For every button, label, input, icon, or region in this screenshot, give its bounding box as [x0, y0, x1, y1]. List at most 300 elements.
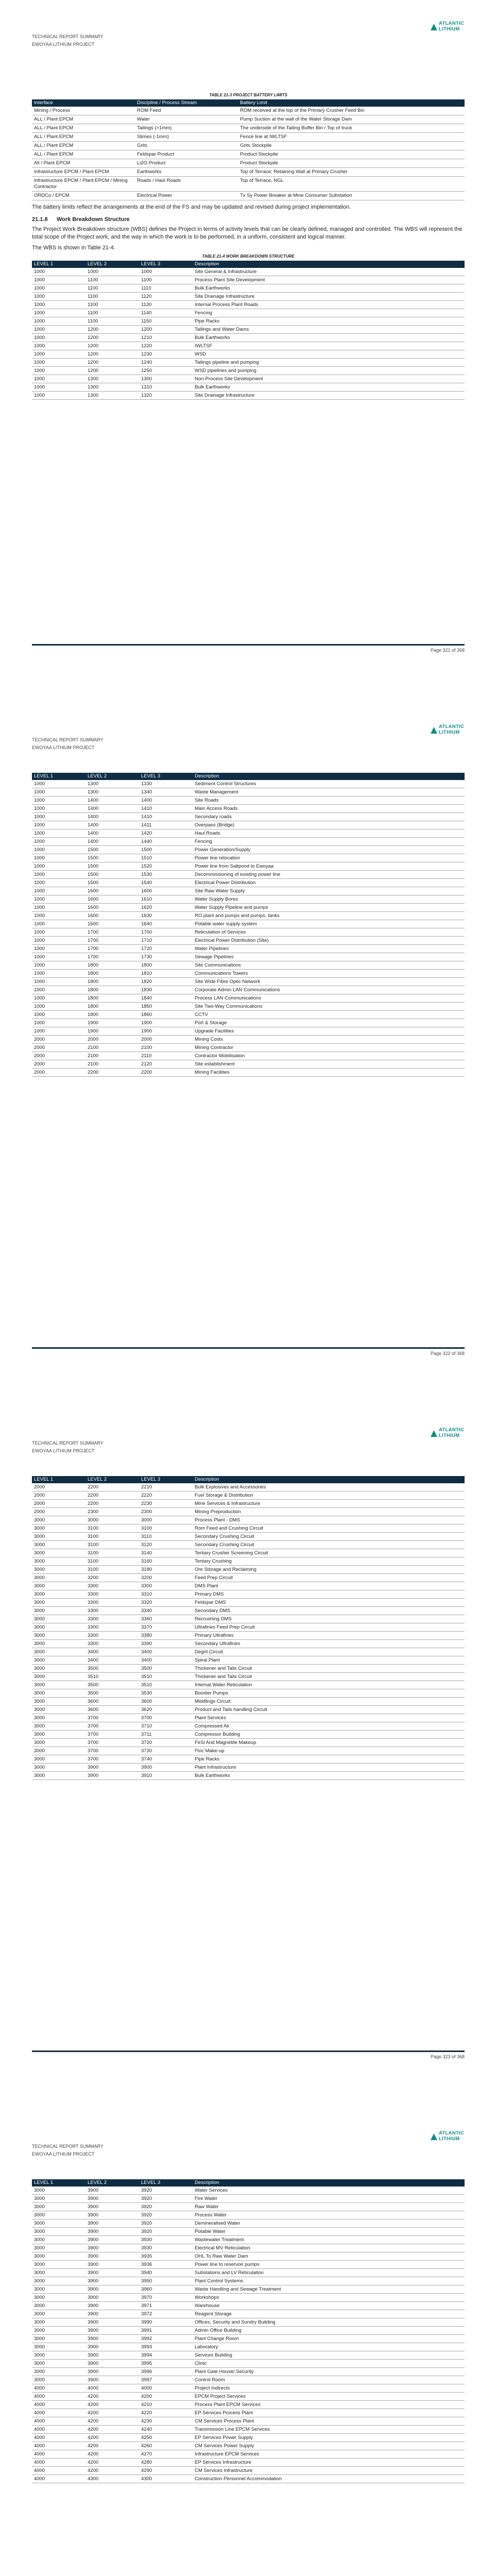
table-cell: 2200 [85, 1069, 139, 1077]
table-cell: 1000 [32, 978, 85, 986]
table-cell: 3600 [139, 1698, 193, 1706]
table-cell: Demineralised Water [193, 2219, 465, 2228]
table-cell: Electrical Power Distribution (Site) [193, 937, 465, 945]
table-cell: 3110 [139, 1533, 193, 1541]
table-cell: 3310 [139, 1590, 193, 1599]
table-row [32, 2318, 465, 2327]
table-cell: Pipe Racks [193, 317, 465, 326]
table-row [32, 1722, 465, 1731]
table-cell: 1000 [32, 862, 85, 871]
table-cell: 3200 [85, 1574, 139, 1582]
table-cell: 1000 [32, 805, 85, 813]
table-row [32, 895, 465, 904]
table-cell: 3000 [32, 1665, 85, 1673]
table-row [32, 1069, 465, 1077]
table-cell: Electrical Power Distribution [193, 879, 465, 887]
table-cell: Plant Infrastructure [193, 1764, 465, 1772]
table-cell: Process LAN Communications [193, 994, 465, 1003]
table-cell: Site Drainage Infrastructure [193, 392, 465, 400]
table-cell: 3400 [139, 1656, 193, 1665]
table-cell: Compressed Air [193, 1722, 465, 1731]
table-cell: Port & Storage [193, 1019, 465, 1027]
table-row [32, 2269, 465, 2277]
table-cell: 1000 [32, 317, 85, 326]
table-cell: Product Stockpile [238, 159, 465, 168]
table-row [32, 2236, 465, 2244]
table-cell: 3910 [139, 1772, 193, 1780]
table-cell: 3000 [32, 2318, 85, 2327]
table-cell: EP Services Infrastructure [193, 2459, 465, 2467]
table-cell: 3320 [139, 1599, 193, 1607]
table-row [32, 1698, 465, 1706]
table-cell: 1000 [32, 334, 85, 342]
table-cell: 3000 [32, 1582, 85, 1590]
table-cell: 3920 [139, 2187, 193, 2195]
table-cell: 3000 [32, 2261, 85, 2269]
table-cell: Wastewater Treatment [193, 2236, 465, 2244]
table-cell: Workshops [193, 2294, 465, 2302]
table-cell: 3740 [139, 1755, 193, 1764]
report-title: TECHNICAL REPORT SUMMARY [32, 1440, 104, 1446]
table-cell: 3000 [32, 1599, 85, 1607]
table-cell: 3000 [85, 1516, 139, 1524]
table-cell: Grits [135, 142, 238, 150]
table-cell: 1600 [139, 887, 193, 895]
table-row [32, 309, 465, 317]
table-cell: 3600 [85, 1698, 139, 1706]
table-cell: 1230 [139, 350, 193, 359]
table-cell: 3940 [139, 2269, 193, 2277]
table-row [32, 2417, 465, 2426]
logo-triangle-icon [431, 2133, 437, 2140]
table-cell: 1100 [85, 276, 139, 284]
table-cell: ALL / Plant EPCM [32, 124, 135, 133]
table-cell: 1400 [139, 796, 193, 805]
table-cell: Tailings and Water Dams [193, 326, 465, 334]
table-cell: 2200 [139, 1069, 193, 1077]
table-row [32, 2203, 465, 2211]
table-cell: 1400 [85, 796, 139, 805]
table-cell: 1000 [32, 284, 85, 293]
table-cell: 1000 [32, 1027, 85, 1036]
table-row [32, 1549, 465, 1557]
table-cell: 1000 [32, 309, 85, 317]
table-cell: 3300 [85, 1623, 139, 1632]
page-footer [32, 1347, 465, 1356]
section-heading [32, 216, 465, 223]
table-cell: 1900 [139, 1019, 193, 1027]
table-cell: 2300 [85, 1508, 139, 1516]
table-row [32, 1044, 465, 1052]
table-cell: 3000 [32, 2195, 85, 2203]
table-row [32, 1483, 465, 1492]
wbs-reference: The WBS is shown in Table 21-4. [32, 245, 115, 251]
table-cell: 3400 [85, 1656, 139, 1665]
table-cell: 2210 [139, 1483, 193, 1492]
wbs-header-cell: LEVEL 3 [139, 261, 193, 268]
table-cell: Sewage Pipelines [193, 953, 465, 961]
table-cell: 2220 [139, 1492, 193, 1500]
table-cell: 3000 [32, 1673, 85, 1681]
table-cell: 1000 [85, 268, 139, 276]
table-cell: 3000 [32, 2211, 85, 2219]
table-row [32, 2228, 465, 2236]
table-cell: 3900 [85, 2285, 139, 2294]
table-cell: 1420 [139, 829, 193, 838]
table-cell: 3100 [85, 1524, 139, 1533]
table-cell: 3300 [85, 1590, 139, 1599]
table-cell: 3900 [85, 2327, 139, 2335]
section-title: Work Breakdown Structure [57, 216, 130, 223]
table-row [32, 1508, 465, 1516]
table-cell: 4000 [32, 2426, 85, 2434]
table-cell: Project Indirects [193, 2384, 465, 2393]
table-cell: 1840 [139, 994, 193, 1003]
table-cell: 1500 [85, 862, 139, 871]
table-cell: Site Two-Way Communications [193, 1003, 465, 1011]
table-cell: 3900 [85, 1772, 139, 1780]
table-row [32, 150, 465, 159]
table-cell: 1600 [85, 887, 139, 895]
table-cell: 4000 [32, 2409, 85, 2417]
table-row [32, 177, 465, 192]
table-cell: 3500 [85, 1689, 139, 1698]
table-row [32, 2310, 465, 2318]
table-cell: 3000 [32, 2228, 85, 2236]
wbs-header-cell: LEVEL 3 [139, 773, 193, 780]
wbs-header-cell: LEVEL 2 [85, 2179, 139, 2187]
table-row [32, 115, 465, 124]
table-row [32, 2195, 465, 2203]
table-cell: 3300 [85, 1615, 139, 1623]
table-cell: 1000 [32, 970, 85, 978]
table-cell: 1300 [85, 375, 139, 383]
table-cell: 1800 [85, 1003, 139, 1011]
table-cell: 2100 [139, 1044, 193, 1052]
table-row [32, 2450, 465, 2459]
table-cell: 3900 [85, 2360, 139, 2368]
table-cell: 3000 [32, 2368, 85, 2376]
logo-text [439, 724, 464, 735]
table-cell: 1640 [139, 920, 193, 928]
table-cell: Plant Change Room [193, 2335, 465, 2343]
table-cell: 4000 [32, 2434, 85, 2442]
table-row [32, 350, 465, 359]
table-cell: 3160 [139, 1557, 193, 1566]
table-cell: 4000 [32, 2393, 85, 2401]
table-cell: 1410 [139, 805, 193, 813]
table-cell: 1220 [139, 342, 193, 350]
table-cell: 3000 [32, 1557, 85, 1566]
table-row [32, 2475, 465, 2483]
table-cell: Water Pipelines [193, 945, 465, 953]
page-number: Page 321 of 368 [430, 648, 465, 653]
table-cell: 1120 [139, 293, 193, 301]
wbs-header-cell: LEVEL 1 [32, 773, 85, 780]
table-cell: Site Wide Fibre Optic Network [193, 978, 465, 986]
table-cell: Mining Costs [193, 1036, 465, 1044]
table-cell: 2000 [32, 1036, 85, 1044]
table-cell: Communications Towers [193, 970, 465, 978]
table-cell: 1830 [139, 986, 193, 994]
table-cell: 3000 [32, 1772, 85, 1780]
table-cell: 3000 [32, 1656, 85, 1665]
table-cell: 2000 [32, 1052, 85, 1060]
table-cell: 3100 [85, 1557, 139, 1566]
table-cell: 3000 [32, 1722, 85, 1731]
wbs-header-cell: LEVEL 1 [32, 2179, 85, 2187]
table-cell: 3370 [139, 1623, 193, 1632]
table-cell: 1000 [32, 928, 85, 937]
table-row [32, 2327, 465, 2335]
table-row [32, 961, 465, 970]
table-cell: 1700 [85, 937, 139, 945]
table-cell: 3000 [32, 1764, 85, 1772]
table-row [32, 821, 465, 829]
table-cell: 4240 [139, 2426, 193, 2434]
table-row [32, 1764, 465, 1772]
table-cell: 3180 [139, 1566, 193, 1574]
table-cell: 1900 [85, 1027, 139, 1036]
table-cell: 1000 [32, 961, 85, 970]
table-row [32, 805, 465, 813]
table-row [32, 1714, 465, 1722]
table-cell: 1600 [85, 912, 139, 920]
table-row [32, 293, 465, 301]
table-cell: 3730 [139, 1747, 193, 1755]
table-row [32, 937, 465, 945]
table-cell: 1000 [32, 829, 85, 838]
table-cell: Clinic [193, 2360, 465, 2368]
table-cell: 1110 [139, 284, 193, 293]
table-row [32, 1747, 465, 1755]
table-cell: 3000 [32, 2269, 85, 2277]
table-cell: 2100 [85, 1052, 139, 1060]
table-cell: 1630 [139, 912, 193, 920]
table-cell: 3400 [139, 1648, 193, 1656]
table-cell: 3000 [32, 1607, 85, 1615]
table-cell: 1300 [85, 392, 139, 400]
table-cell: Site Communications [193, 961, 465, 970]
table-cell: Mining / Process [32, 107, 135, 115]
table-cell: 1000 [32, 796, 85, 805]
table-cell: ORDCo / EPCM [32, 192, 135, 200]
table-row [32, 1623, 465, 1632]
table-cell: 3000 [32, 2252, 85, 2261]
page-number: Page 323 of 368 [430, 2054, 465, 2059]
table-cell: 3000 [32, 1698, 85, 1706]
table-cell: Bulk Earthworks [193, 334, 465, 342]
table-cell: 1000 [32, 895, 85, 904]
table-cell: 3200 [139, 1574, 193, 1582]
table-row [32, 2368, 465, 2376]
table-cell: Product Stockpile [238, 150, 465, 159]
table-cell: Site establishment [193, 1060, 465, 1069]
table-cell: 1500 [85, 879, 139, 887]
table-cell: 2000 [32, 1500, 85, 1508]
table-cell: 1000 [32, 359, 85, 367]
table-cell: 3000 [32, 2277, 85, 2285]
table-cell: 1400 [85, 813, 139, 821]
table-cell: 4000 [32, 2417, 85, 2426]
table-cell: 2110 [139, 1052, 193, 1060]
table-cell: 2000 [32, 1044, 85, 1052]
table-cell: Tailings pipeline and pumping [193, 359, 465, 367]
table-cell: 1000 [32, 392, 85, 400]
table-row [32, 1648, 465, 1656]
table-row [32, 796, 465, 805]
table-cell: 1000 [139, 268, 193, 276]
table-cell: 3900 [85, 2310, 139, 2318]
table-row [32, 1632, 465, 1640]
page-header [32, 33, 104, 48]
table-cell: Raw Water [193, 2203, 465, 2211]
table-row [32, 1590, 465, 1599]
table-cell: 1000 [32, 367, 85, 375]
table-cell: Decommissioning of existing power line [193, 871, 465, 879]
table-cell: 1800 [85, 986, 139, 994]
table-cell: ALL / Plant EPCM [32, 133, 135, 142]
table-cell: DMS Plant [193, 1582, 465, 1590]
table-cell: 3000 [139, 1516, 193, 1524]
table-cell: 3700 [85, 1739, 139, 1747]
table-cell: Corporate Admin LAN Communications [193, 986, 465, 994]
table-cell: 1100 [85, 293, 139, 301]
table-cell: Bulk Earthworks [193, 1772, 465, 1780]
table-cell: Bulk Explosives and Accessories [193, 1483, 465, 1492]
table-cell: 3700 [139, 1714, 193, 1722]
table-cell: The underside of the Tailing Buffer Bin / Top of truck [238, 124, 465, 133]
table-cell: 3936 [139, 2261, 193, 2269]
table-cell: Fence line at IWLTSF [238, 133, 465, 142]
table-cell: 4000 [32, 2401, 85, 2409]
table-row [32, 813, 465, 821]
table-cell: 1000 [32, 945, 85, 953]
table-cell: Overpass (Bridge) [193, 821, 465, 829]
table-cell: 4200 [85, 2459, 139, 2467]
logo-text [439, 1427, 464, 1438]
table-cell: Waste Handling and Sewage Treatment [193, 2285, 465, 2294]
table-cell: 4200 [85, 2393, 139, 2401]
table-cell: Internal Water Reticulation [193, 1681, 465, 1689]
table-cell: EP Services Power Supply [193, 2434, 465, 2442]
table-cell: 4290 [139, 2467, 193, 2475]
table-row [32, 838, 465, 846]
table-row [32, 159, 465, 168]
table-cell: 4300 [85, 2475, 139, 2483]
table-cell: 3120 [139, 1541, 193, 1549]
atlantic-lithium-logo [431, 2130, 465, 2145]
table-cell: 1000 [32, 846, 85, 854]
table-cell: Tertiary Crusher Screening Circuit [193, 1549, 465, 1557]
table-cell: 1340 [139, 788, 193, 796]
table-row [32, 788, 465, 796]
table-cell: ROM Feed [135, 107, 238, 115]
table-row [32, 2434, 465, 2442]
table-row [32, 1516, 465, 1524]
table-row [32, 2335, 465, 2343]
table-row [32, 1533, 465, 1541]
table-cell: 1200 [85, 359, 139, 367]
table-cell: 4250 [139, 2434, 193, 2442]
table-cell: Site General & Infrastructure [193, 268, 465, 276]
wbs-header-cell: Description [193, 2179, 465, 2187]
table-row [32, 2285, 465, 2294]
table-cell: 1610 [139, 895, 193, 904]
table-cell: Infrastructure EPCM Services [193, 2450, 465, 2459]
table-cell: EPCM Project Services [193, 2393, 465, 2401]
section-number: 21.1.8 [32, 216, 48, 223]
logo-line-1: ATLANTIC [439, 1427, 465, 1433]
table-row [32, 1566, 465, 1574]
table-cell: 3900 [85, 2318, 139, 2327]
logo-text [439, 2130, 464, 2142]
table-cell: 1620 [139, 904, 193, 912]
table-cell: Electrical Power [135, 192, 238, 200]
table-row [32, 2360, 465, 2368]
table-cell: Feldspar DMS [193, 1599, 465, 1607]
table-row [32, 854, 465, 862]
table-row [32, 301, 465, 309]
table-cell: ALL / Plant EPCM [32, 142, 135, 150]
table-cell: 1000 [32, 350, 85, 359]
table-cell: 3000 [32, 2302, 85, 2310]
table-cell: 2200 [85, 1500, 139, 1508]
table-cell: 1000 [32, 904, 85, 912]
table-row [32, 2244, 465, 2252]
table-cell: 1000 [32, 383, 85, 392]
table-cell: Offices, Security and Sundry Building [193, 2318, 465, 2327]
table-cell: 1400 [85, 838, 139, 846]
table-row [32, 945, 465, 953]
table-cell: 1100 [85, 317, 139, 326]
table-cell: 1240 [139, 359, 193, 367]
table-row [32, 2252, 465, 2261]
table-row [32, 1665, 465, 1673]
battery-header-cell: Battery Limit [238, 99, 465, 107]
table-row [32, 2187, 465, 2195]
table-cell: 1000 [32, 301, 85, 309]
table-row [32, 2384, 465, 2393]
table-cell: EP Services Process Plant [193, 2409, 465, 2417]
table-row [32, 107, 465, 115]
page-1 [0, 0, 497, 703]
table-cell: 3900 [85, 2219, 139, 2228]
wbs-header-cell: LEVEL 2 [85, 773, 139, 780]
table-cell: 2000 [32, 1483, 85, 1492]
table-cell: 1400 [85, 805, 139, 813]
table-cell: 1300 [85, 383, 139, 392]
table-cell: 3000 [32, 2360, 85, 2368]
table-cell: 4200 [85, 2442, 139, 2450]
table-cell: ALL / Plant EPCM [32, 150, 135, 159]
wbs-header-cell: LEVEL 1 [32, 261, 85, 268]
table-row [32, 192, 465, 200]
table-cell: 3000 [32, 1541, 85, 1549]
table-cell: 4200 [139, 2393, 193, 2401]
battery-header-cell: Interface [32, 99, 135, 107]
table-cell: 1700 [139, 928, 193, 937]
table-cell: Warehouse [193, 2302, 465, 2310]
table-cell: Plant Services [193, 1714, 465, 1722]
table-cell: Power line from Saltpond to Ewoyaa [193, 862, 465, 871]
table-cell: 3100 [139, 1524, 193, 1533]
table-cell: Booster Pumps [193, 1689, 465, 1698]
table-cell: 3510 [139, 1673, 193, 1681]
table-row [32, 1027, 465, 1036]
table-row [32, 142, 465, 150]
table-cell: 1800 [139, 961, 193, 970]
